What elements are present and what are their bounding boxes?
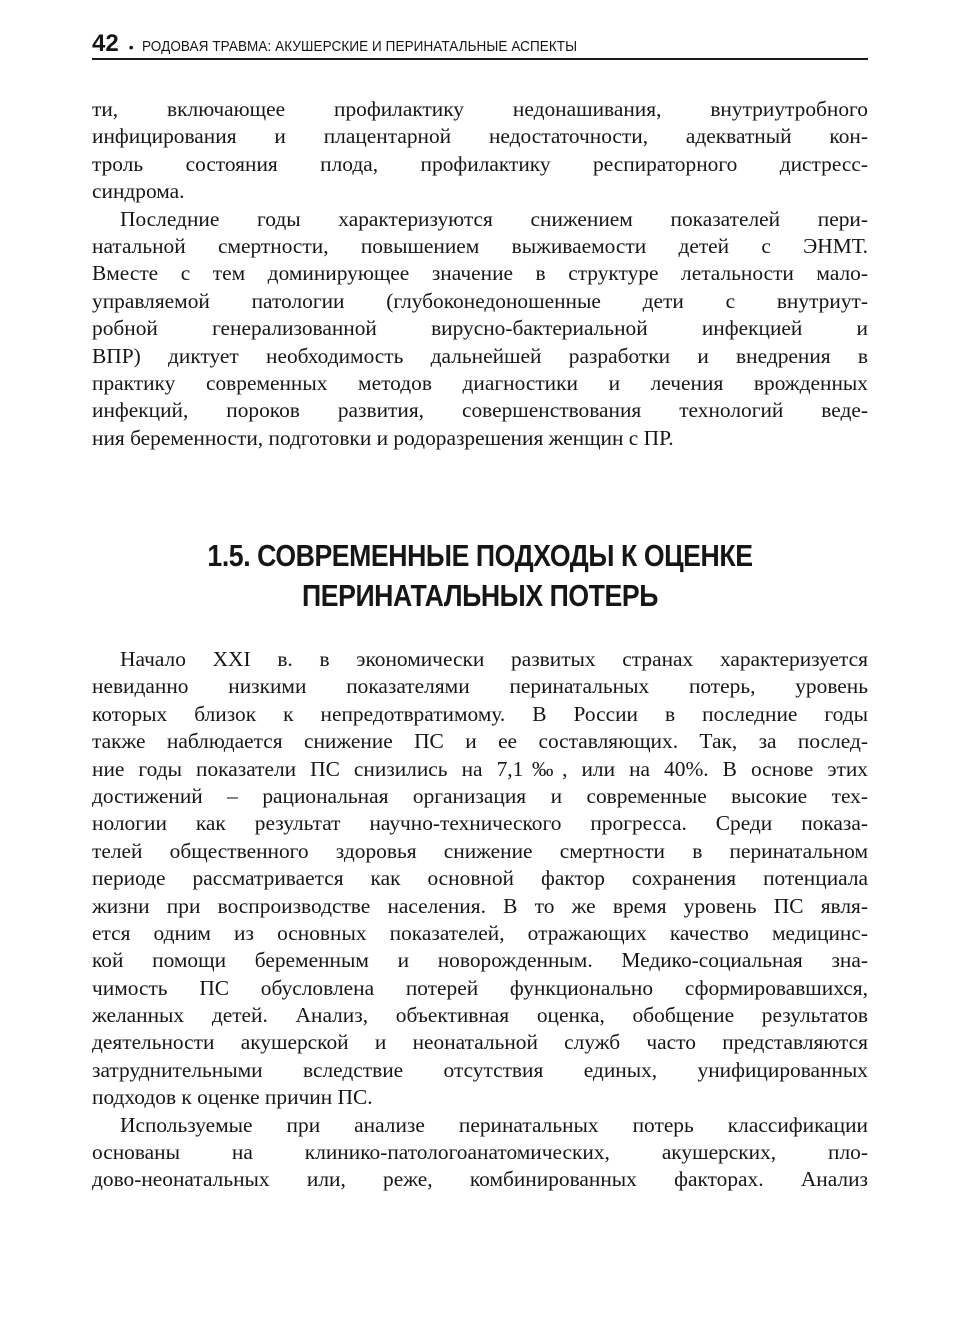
section-text-block (92, 646, 868, 1194)
text-line: управляемой патологии (глубоконедоношенные дети с внутриут- (92, 288, 868, 313)
text-line: инфицирования и плацентарной недостаточности, адекватный кон- (92, 124, 868, 149)
text-line: достижений – рациональная организация и современные высокие тех- (92, 783, 868, 808)
text-line: также наблюдается снижение ПС и ее составляющих. Так, за послед- (92, 729, 868, 754)
page-number: 42 (92, 30, 119, 57)
text-line: ние годы показатели ПС снизились на 7,1‰, или на 40%. В основе этих (92, 756, 868, 781)
text-line: Начало XXI в. в экономически развитых странах характеризуется (120, 647, 868, 671)
text-line: робной генерализованной вирусно-бактериальной инфекцией и (92, 316, 868, 341)
header-bullet: • (128, 39, 134, 55)
text-line: подходов к оценке причин ПС. (92, 1085, 373, 1110)
text-line: желанных детей. Анализ, объективная оценка, обобщение результатов (92, 1003, 868, 1028)
text-line: инфекций, пороков развития, совершенствования технологий веде- (92, 398, 868, 423)
section-heading-line: 1.5. СОВРЕМЕННЫЕ ПОДХОДЫ К ОЦЕНКЕ (207, 538, 753, 573)
text-line: которых близок к непредотвратимому. В России в последние годы (92, 701, 868, 726)
text-line: ния беременности, подготовки и родоразрешения женщин с ПР. (92, 425, 674, 450)
running-header (92, 30, 868, 60)
text-line: основаны на клинико-патологоанатомических, акушерских, пло- (92, 1140, 868, 1165)
text-line: ти, включающее профилактику недонашивания, внутриутробного (92, 97, 868, 121)
running-title: РОДОВАЯ ТРАВМА: АКУШЕРСКИЕ И ПЕРИНАТАЛЬНЫЕ АСПЕКТЫ (141, 38, 577, 55)
text-line: жизни при воспроизводстве населения. В то же время уровень ПС явля- (92, 893, 868, 918)
text-line: троль состояния плода, профилактику респираторного дистресс- (92, 151, 868, 176)
section-heading-line: ПЕРИНАТАЛЬНЫХ ПОТЕРЬ (302, 578, 658, 613)
text-line: Вместе с тем доминирующее значение в структуре летальности мало- (92, 261, 868, 286)
text-line: ется одним из основных показателей, отражающих качество медицинс- (92, 920, 868, 945)
text-line: нологии как результат научно-технического прогресса. Среди показа- (92, 811, 868, 836)
text-line: синдрома. (92, 179, 185, 204)
text-line: телей общественного здоровья снижение смертности в перинатальном (92, 838, 868, 863)
text-line: периоде рассматривается как основной фактор сохранения потенциала (92, 866, 868, 891)
text-line: натальной смертности, повышением выживаемости детей с ЭНМТ. (92, 233, 868, 258)
text-line: кой помощи беременным и новорожденным. Медико-социальная зна- (92, 948, 868, 973)
paragraph-recent-years (92, 206, 868, 453)
text-line: невиданно низкими показателями перинатальных потерь, уровень (92, 674, 868, 699)
text-line: чимость ПС обусловлена потерей функционально сформировавшихся, (92, 975, 868, 1000)
paragraph-continuation (92, 96, 868, 206)
text-line: Используемые при анализе перинатальных потерь классификации (120, 1112, 868, 1137)
paragraph-xxi-century (92, 646, 868, 1112)
top-text-block (92, 96, 868, 452)
text-line: дово-неонатальных или, реже, комбинированных факторах. Анализ (92, 1167, 868, 1192)
text-line: затруднительными вследствие отсутствия единых, унифицированных (92, 1057, 868, 1082)
text-line: практику современных методов диагностики и лечения врожденных (92, 370, 868, 395)
text-line: деятельности акушерской и неонатальной служб часто представляются (92, 1030, 868, 1055)
text-line: Последние годы характеризуются снижением показателей пери- (120, 206, 868, 231)
section-heading (92, 536, 868, 616)
paragraph-classifications (92, 1112, 868, 1194)
text-line: ВПР) диктует необходимость дальнейшей разработки и внедрения в (92, 343, 868, 368)
